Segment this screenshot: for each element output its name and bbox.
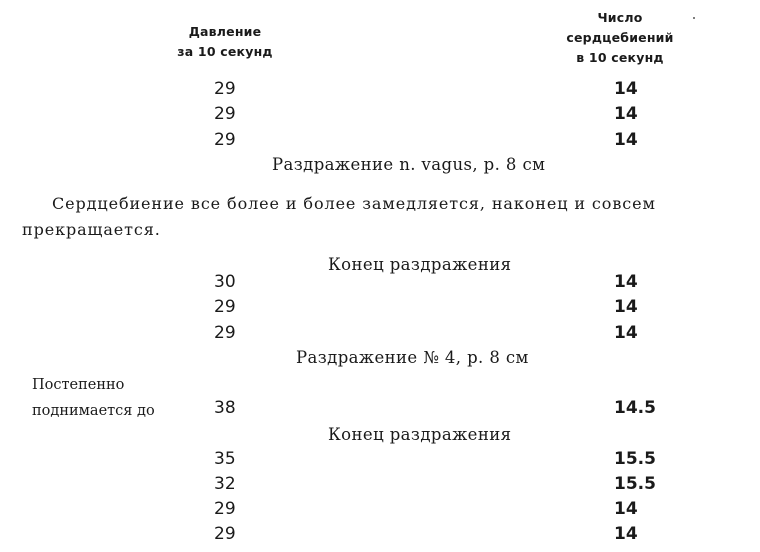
table-row-3-pulse: 14 xyxy=(614,130,638,150)
table-row-10-pressure: 29 xyxy=(214,499,236,519)
table-row-7-pressure: 38 xyxy=(214,398,236,418)
table-row-5-pressure: 29 xyxy=(214,297,236,317)
table-row-1-pulse: 14 xyxy=(614,79,638,99)
pulse-header-line-1: Число xyxy=(597,10,643,25)
table-row-6-pressure: 29 xyxy=(214,323,236,343)
pulse-header-line-2: сердцебиений xyxy=(566,30,674,45)
table-row-2-pulse: 14 xyxy=(614,104,638,124)
observation-paragraph: Сердцебиение все более и более замедляется, наконец и совсем прекращается. xyxy=(22,194,656,239)
table-row-11-pulse: 14 xyxy=(614,524,638,544)
pulse-header-line-3: в 10 секунд xyxy=(576,50,664,65)
pressure-header-line-2: за 10 секунд xyxy=(177,44,273,59)
table-row-1-pressure: 29 xyxy=(214,79,236,99)
stimulation-heading-vagus: Раздражение n. vagus, р. 8 см xyxy=(272,155,546,174)
table-row-10-pulse: 14 xyxy=(614,499,638,519)
pressure-column-header xyxy=(160,22,290,62)
table-row-5-pulse: 14 xyxy=(614,297,638,317)
print-speck xyxy=(693,17,695,19)
table-row-8-pulse: 15.5 xyxy=(614,449,656,469)
table-row-3-pressure: 29 xyxy=(214,130,236,150)
table-row-9-pressure: 32 xyxy=(214,474,236,494)
table-row-4-pressure: 30 xyxy=(214,272,236,292)
end-stimulation-heading-1: Конец раздражения xyxy=(328,255,512,274)
end-stimulation-heading-2: Конец раздражения xyxy=(328,425,512,444)
stimulation-heading-4: Раздражение № 4, р. 8 см xyxy=(296,348,529,367)
pressure-header-line-1: Давление xyxy=(188,24,262,39)
table-row-9-pulse: 15.5 xyxy=(614,474,656,494)
gradual-rise-note: Постепенно поднимается до xyxy=(32,377,155,419)
table-row-4-pulse: 14 xyxy=(614,272,638,292)
table-row-7-pulse: 14.5 xyxy=(614,398,656,418)
pulse-column-header xyxy=(550,8,690,68)
table-row-8-pressure: 35 xyxy=(214,449,236,469)
table-row-11-pressure: 29 xyxy=(214,524,236,544)
table-row-6-pulse: 14 xyxy=(614,323,638,343)
table-row-2-pressure: 29 xyxy=(214,104,236,124)
